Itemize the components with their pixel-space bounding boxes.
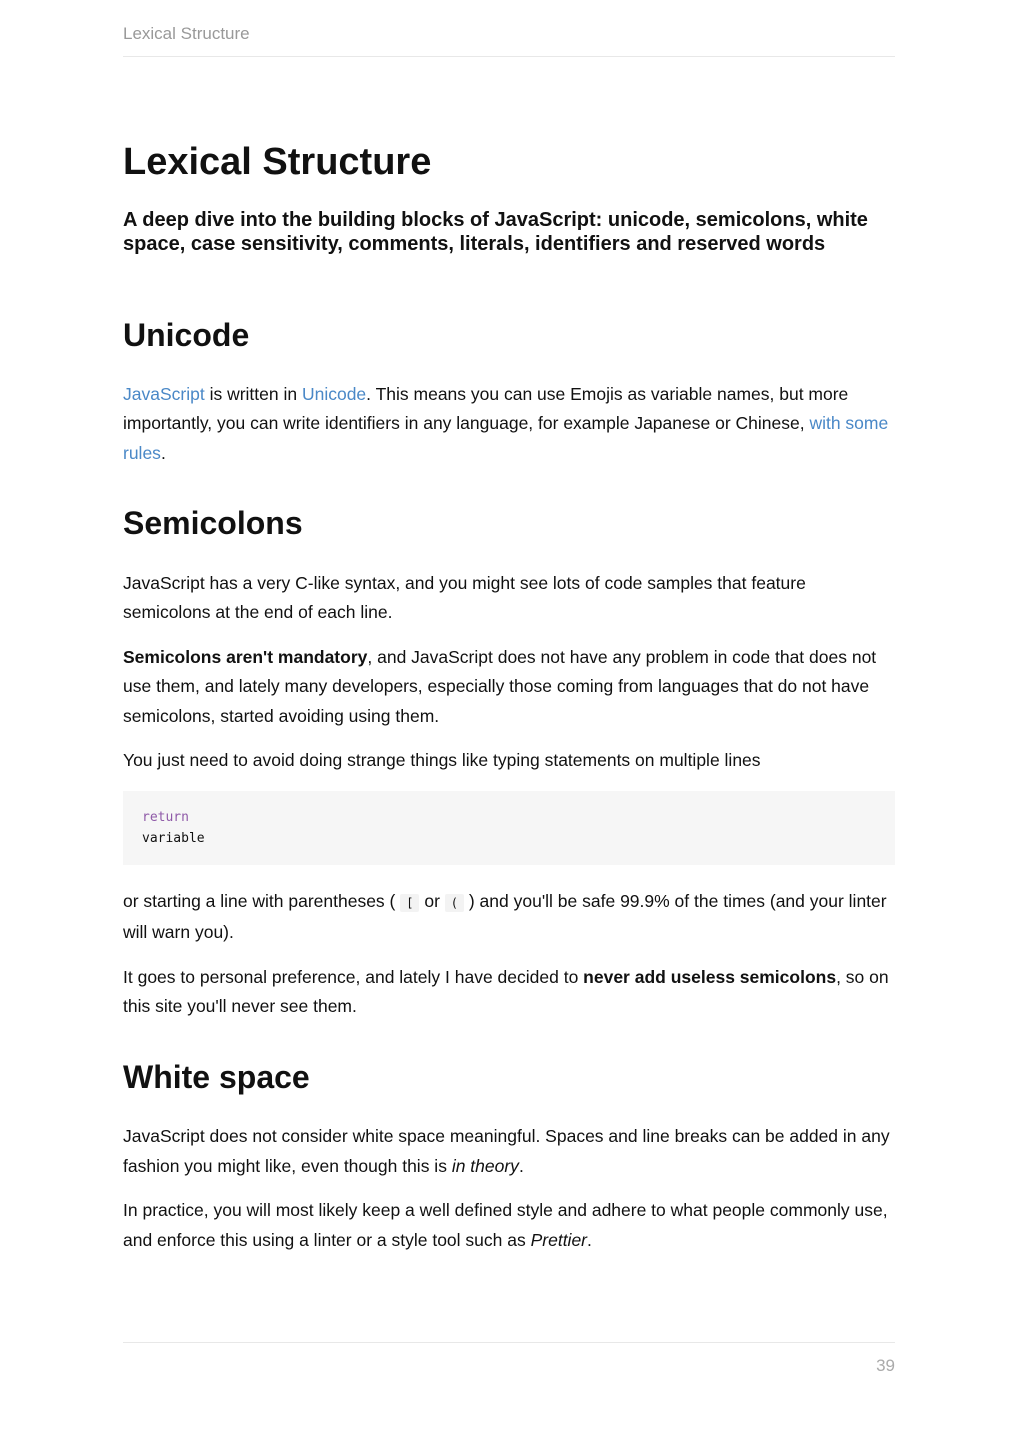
section-heading-unicode: Unicode xyxy=(123,316,250,353)
text: In practice, you will most likely keep a well defined style and adhere to what people commonly use, and enforce this using a linter or a style tool such as xyxy=(123,1200,888,1250)
code-keyword: return xyxy=(142,809,189,825)
rules-link[interactable]: with some rules xyxy=(123,413,889,463)
page-number: 39 xyxy=(876,1356,895,1375)
text: ) and you'll be safe 99.9% of the times (and your linter will warn you). xyxy=(123,890,887,943)
footer-divider xyxy=(123,1342,895,1343)
javascript-link[interactable]: JavaScript xyxy=(123,383,205,404)
article-subtitle: A deep dive into the building blocks of JavaScript: unicode, semicolons, white space, case sensitivity, comments, literals, identifiers and reserved words xyxy=(123,208,868,255)
text: It goes to personal preference, and lately I have decided to xyxy=(123,966,584,987)
semicolons-paragraph-1: JavaScript has a very C-like syntax, and you might see lots of code samples that feature semicolons at the end of each line. xyxy=(123,572,806,623)
text: or starting a line with parentheses ( xyxy=(123,890,401,911)
text: , and JavaScript does not have any problem in code that does not use them, and lately many developers, especially those coming from languages that do not have semicolons, started avoiding using them. xyxy=(123,646,877,726)
whitespace-paragraph-1 xyxy=(123,1122,895,1181)
running-header: Lexical Structure xyxy=(123,24,895,57)
page-title: Lexical Structure xyxy=(123,141,432,183)
semicolons-paragraph-5 xyxy=(123,963,895,1022)
semicolons-paragraph-4 xyxy=(123,887,895,948)
code-line: variable xyxy=(142,830,205,846)
inline-code: [ xyxy=(400,894,419,912)
text: . This means you can use Emojis as variable names, but more importantly, you can write identifiers in any language, for example Japanese or Chinese, xyxy=(123,383,849,434)
unicode-paragraph xyxy=(123,380,895,469)
text: JavaScript does not consider white space meaningful. Spaces and line breaks can be added in any fashion you might like, even though this is xyxy=(123,1126,890,1176)
text: . xyxy=(587,1229,592,1250)
text: . xyxy=(160,442,166,463)
section-heading-semicolons: Semicolons xyxy=(123,505,303,542)
unicode-link[interactable]: Unicode xyxy=(301,383,367,404)
emphasis-text: Prettier xyxy=(530,1229,587,1250)
bold-text: Semicolons aren't mandatory xyxy=(123,646,368,667)
text: , so on this site you'll never see them. xyxy=(123,966,889,1017)
semicolons-paragraph-3: You just need to avoid doing strange things like typing statements on multiple lines xyxy=(123,750,761,771)
emphasis-text: in theory xyxy=(451,1155,519,1176)
article xyxy=(123,140,895,1270)
text: is written in xyxy=(204,383,302,404)
text: . xyxy=(518,1155,524,1176)
code-block xyxy=(123,791,895,865)
bold-text: never add useless semicolons xyxy=(583,966,837,987)
inline-code: ( xyxy=(445,894,464,912)
semicolons-paragraph-2 xyxy=(123,643,895,732)
whitespace-paragraph-2 xyxy=(123,1196,895,1255)
text: or xyxy=(419,890,445,911)
section-heading-whitespace: White space xyxy=(123,1058,310,1095)
